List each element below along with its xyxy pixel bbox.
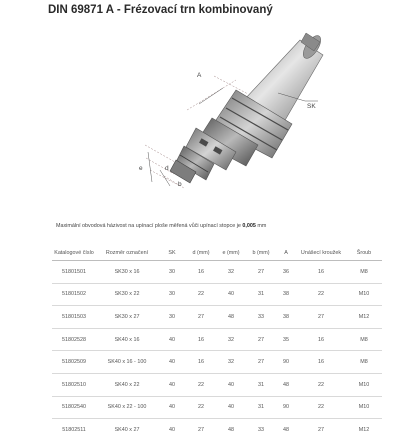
runout-note bbox=[56, 223, 266, 229]
cell-a: 90 bbox=[276, 396, 296, 419]
cell-a: 38 bbox=[276, 306, 296, 329]
table-row bbox=[52, 306, 382, 329]
cell-b: 33 bbox=[258, 426, 264, 433]
cell-a: 36 bbox=[276, 261, 296, 284]
dimension-d-label: d bbox=[165, 165, 169, 172]
header-size: Rozměr označení bbox=[96, 246, 158, 261]
cell-sk: 40 bbox=[158, 396, 186, 419]
cell-drive-ring: 22 bbox=[296, 396, 346, 419]
cell-e: 32 bbox=[216, 261, 246, 284]
cell-catalog-number: 51802510 bbox=[52, 373, 96, 396]
cell-drive-ring: 16 bbox=[296, 261, 346, 284]
cell-b: 27 bbox=[246, 261, 276, 284]
cell-catalog-number: 51801501 bbox=[52, 261, 96, 284]
cell-size: SK40 x 16 bbox=[96, 328, 158, 351]
header-b: b (mm) bbox=[246, 246, 276, 261]
table-row bbox=[52, 419, 382, 441]
cell-a: 48 bbox=[283, 426, 289, 433]
cell-b: 27 bbox=[246, 328, 276, 351]
runout-note-unit: mm bbox=[255, 223, 267, 229]
header-catalog-number: Katalogové číslo bbox=[52, 246, 96, 261]
table-row bbox=[52, 328, 382, 351]
table-row bbox=[52, 396, 382, 419]
header-a: A bbox=[276, 246, 296, 261]
cell-d: 27 bbox=[186, 306, 216, 329]
cell-d: 16 bbox=[186, 261, 216, 284]
table-row bbox=[52, 351, 382, 374]
cell-d: 16 bbox=[186, 328, 216, 351]
header-drive-ring: Unášecí kroužek bbox=[296, 246, 346, 261]
page-title: DIN 69871 A - Frézovací trn kombinovaný bbox=[48, 4, 273, 16]
cell-b: 27 bbox=[246, 351, 276, 374]
header-d: d (mm) bbox=[186, 246, 216, 261]
dimension-e-label: e bbox=[139, 165, 143, 172]
cell-d: 22 bbox=[186, 396, 216, 419]
cell-b: 31 bbox=[246, 373, 276, 396]
table-row bbox=[52, 373, 382, 396]
header-e: e (mm) bbox=[216, 246, 246, 261]
cell-e: 40 bbox=[216, 373, 246, 396]
dimension-a-label: A bbox=[197, 72, 202, 79]
cell-e: 40 bbox=[216, 283, 246, 306]
cell-bolt: M12 bbox=[346, 306, 382, 329]
cell-e: 32 bbox=[216, 328, 246, 351]
cell-sk: 40 bbox=[158, 351, 186, 374]
cell-size: SK40 x 22 bbox=[96, 373, 158, 396]
cell-size: SK30 x 27 bbox=[96, 306, 158, 329]
cell-b: 31 bbox=[246, 396, 276, 419]
cell-catalog-number: 51802509 bbox=[52, 351, 96, 374]
cell-drive-ring: 16 bbox=[296, 351, 346, 374]
cell-d: 22 bbox=[186, 283, 216, 306]
runout-note-value: 0,005 bbox=[242, 223, 256, 229]
cell-bolt: M10 bbox=[346, 396, 382, 419]
runout-note-text: Maximální obvodová házivost na upínací ploše měřená vůči upínací stopce je bbox=[56, 223, 243, 229]
cell-b: 31 bbox=[246, 283, 276, 306]
cell-size: SK30 x 22 bbox=[96, 283, 158, 306]
tool-holder-drawing bbox=[130, 18, 330, 218]
cell-e: 48 bbox=[216, 306, 246, 329]
cell-size: SK40 x 27 bbox=[114, 426, 140, 433]
cell-catalog-number: 51802511 bbox=[62, 426, 86, 433]
spec-table bbox=[52, 246, 382, 441]
cell-bolt: M12 bbox=[358, 426, 370, 433]
cell-drive-ring: 27 bbox=[296, 306, 346, 329]
cell-catalog-number: 51801503 bbox=[52, 306, 96, 329]
cell-bolt: M10 bbox=[346, 283, 382, 306]
cell-sk: 30 bbox=[158, 261, 186, 284]
cell-bolt: M8 bbox=[346, 328, 382, 351]
cell-drive-ring: 27 bbox=[318, 426, 324, 433]
cell-bolt: M8 bbox=[346, 261, 382, 284]
cell-sk: 40 bbox=[158, 328, 186, 351]
cell-size: SK40 x 16 - 100 bbox=[96, 351, 158, 374]
table-row bbox=[52, 261, 382, 284]
cell-a: 35 bbox=[276, 328, 296, 351]
cell-a: 90 bbox=[276, 351, 296, 374]
cell-drive-ring: 22 bbox=[296, 283, 346, 306]
cell-drive-ring: 16 bbox=[296, 328, 346, 351]
cell-e: 48 bbox=[228, 426, 234, 433]
cell-d: 22 bbox=[186, 373, 216, 396]
cell-d: 27 bbox=[198, 426, 204, 433]
dimension-b-label: b bbox=[178, 181, 182, 188]
cell-catalog-number: 51801502 bbox=[52, 283, 96, 306]
cell-e: 40 bbox=[216, 396, 246, 419]
cell-sk: 40 bbox=[169, 426, 175, 433]
cell-catalog-number: 51802540 bbox=[52, 396, 96, 419]
cell-drive-ring: 22 bbox=[296, 373, 346, 396]
cell-sk: 40 bbox=[158, 373, 186, 396]
cell-size: SK40 x 22 - 100 bbox=[96, 396, 158, 419]
cell-a: 38 bbox=[276, 283, 296, 306]
cell-sk: 30 bbox=[158, 306, 186, 329]
cell-d: 16 bbox=[186, 351, 216, 374]
header-bolt: Šroub bbox=[346, 246, 382, 261]
cell-catalog-number: 51802528 bbox=[52, 328, 96, 351]
cell-size: SK30 x 16 bbox=[96, 261, 158, 284]
table-header-row bbox=[52, 246, 382, 261]
cell-bolt: M8 bbox=[346, 351, 382, 374]
table-row bbox=[52, 283, 382, 306]
cell-e: 32 bbox=[216, 351, 246, 374]
cell-bolt: M10 bbox=[346, 373, 382, 396]
taper-sk-label: SK bbox=[307, 103, 316, 110]
header-sk: SK bbox=[158, 246, 186, 261]
cell-b: 33 bbox=[246, 306, 276, 329]
cell-a: 48 bbox=[276, 373, 296, 396]
cell-sk: 30 bbox=[158, 283, 186, 306]
